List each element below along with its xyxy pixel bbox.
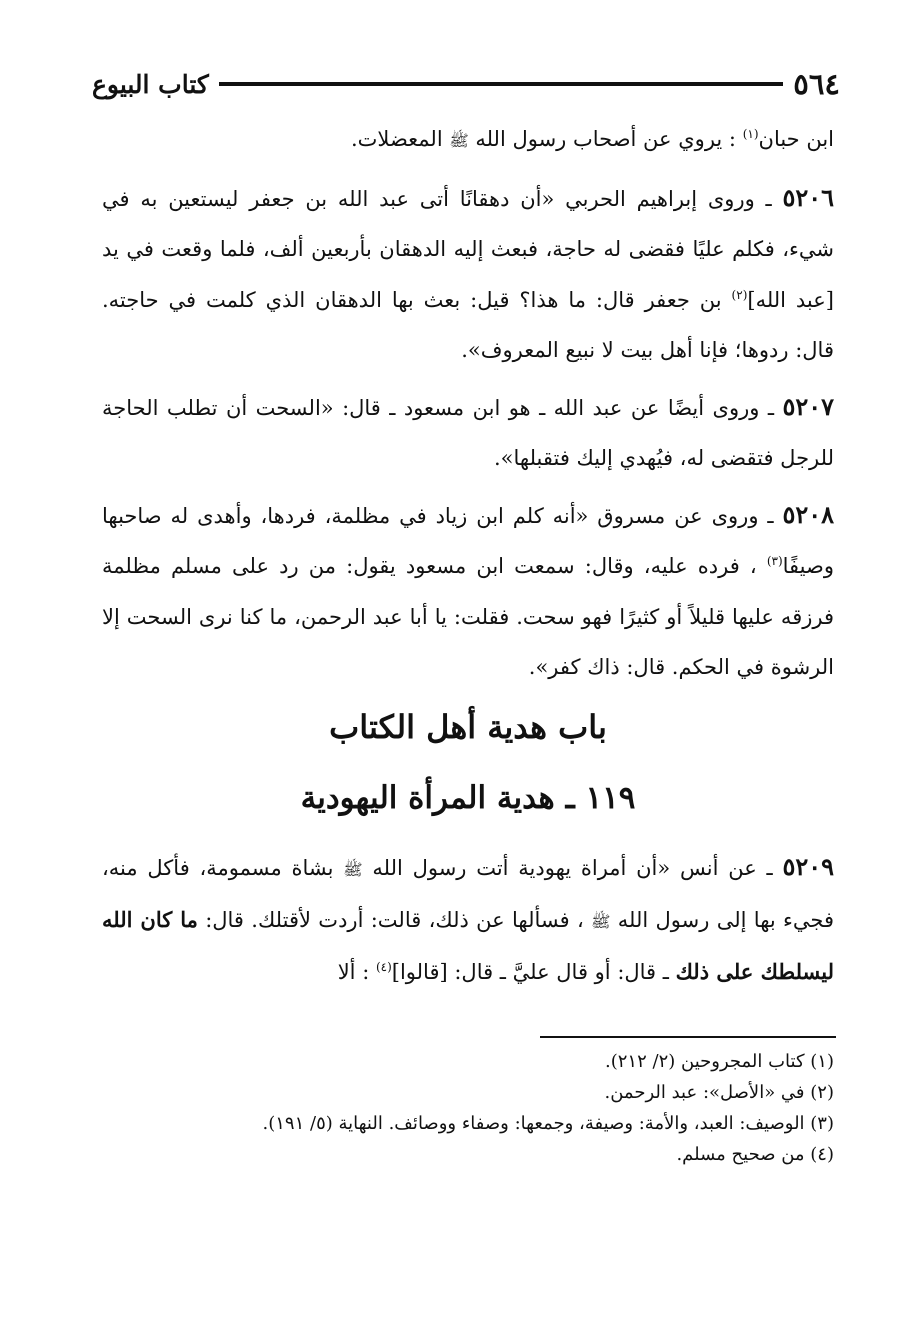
intro-paragraph (102, 114, 834, 167)
hadith-text: بشاة مسمومة، فأكل منه، فجيء بها إلى رسول الله (102, 856, 835, 932)
salawat-glyph: ﷺ (449, 131, 469, 150)
hadith-text: : ألا (337, 960, 376, 984)
footnote-ref: (٤) (375, 960, 392, 974)
hadith-number: ٥٢٠٩ (782, 852, 834, 881)
hadith-text: ، فرده عليه، وقال: سمعت ابن مسعود يقول: من رد على مسلم مظلمة فرزقه عليها قليلاً أو كثيرًا فهو سحت. فقلت: يا أبا عبد الرحمن، ما كنا نرى السحت إلا الرشوة في الحكم. قال: ذاك كفر». (102, 554, 834, 679)
section-title: ١١٩ ـ هدية المرأة اليهودية (300, 780, 636, 816)
salawat-glyph: ﷺ (343, 860, 363, 879)
hadith-text: ـ وروى عن مسروق «أنه كلم ابن زياد في مظلمة، فردها، وأهدى له صاحبها وصيفًا (102, 503, 834, 578)
intro-text-3: المعضلات. (350, 127, 450, 151)
hadith-5208 (102, 490, 834, 693)
footnotes (102, 1046, 834, 1170)
page-number: ٥٦٤ (793, 67, 840, 101)
footnote-2: (٢) في «الأصل»: عبد الرحمن. (604, 1082, 834, 1103)
hadith-5207 (102, 382, 834, 484)
running-header (92, 62, 840, 106)
prophetic-saying: ما كان الله ليسلطك على ذلك (102, 907, 834, 984)
intro-text-2: : يروي عن أصحاب رسول الله (468, 127, 743, 151)
main-text (102, 114, 834, 693)
hadith-text: ـ عن أنس «أن أمراة يهودية أتت رسول الله (362, 856, 783, 880)
hadith-number: ٥٢٠٨ (782, 499, 834, 529)
hadith-text: ، فسألها عن ذلك، قالت: أردت لأقتلك. قال: (197, 908, 592, 932)
hadith-5206 (102, 173, 834, 376)
hadith-number: ٥٢٠٧ (782, 391, 834, 421)
hadith-text: ـ وروى إبراهيم الحربي «أن دهقانًا أتى عبد الله بن جعفر ليستعين به في شيء، فكلم عليًا فقضى له حاجة، فبعث إليه الدهقان بأربعين ألف، فلما وقعت في يد [عبد الله] (102, 186, 834, 312)
salawat-glyph: ﷺ (591, 912, 611, 931)
hadith-text: ـ قال: أو قال عليَّ ـ قال: [قالوا] (391, 960, 676, 984)
hadith-text: بن جعفر قال: ما هذا؟ قيل: بعث بها الدهقان الذي كلمت في حاجته. قال: ردوها؛ فإنا أهل بيت لا نبيع المعروف». (102, 287, 834, 362)
footnote-separator (540, 1036, 836, 1038)
hadith-number: ٥٢٠٦ (782, 182, 834, 212)
footnote-3: (٣) الوصيف: العبد، والأمة: وصيفة، وجمعها: وصفاء ووصائف. النهاية (٥/ ١٩١). (262, 1113, 834, 1134)
footnote-ref: (٢) (731, 287, 748, 302)
intro-text-1: ابن حبان (758, 127, 834, 151)
main-text-continued (102, 842, 834, 997)
chapter-title: باب هدية أهل الكتاب (329, 708, 607, 746)
header-rule (219, 82, 783, 86)
footnote-1: (١) كتاب المجروحين (٢/ ٢١٢). (605, 1051, 834, 1072)
hadith-5209 (102, 842, 834, 997)
footnote-ref: (١) (742, 127, 759, 141)
footnote-ref: (٣) (766, 554, 783, 568)
footnote-4: (٤) من صحيح مسلم. (676, 1144, 834, 1165)
book-title: كتاب البيوع (92, 69, 209, 99)
hadith-text: ـ وروى أيضًا عن عبد الله ـ هو ابن مسعود ـ قال: «السحت أن تطلب الحاجة للرجل فتقضى له، فيُهدي إليك فتقبلها». (102, 395, 834, 470)
